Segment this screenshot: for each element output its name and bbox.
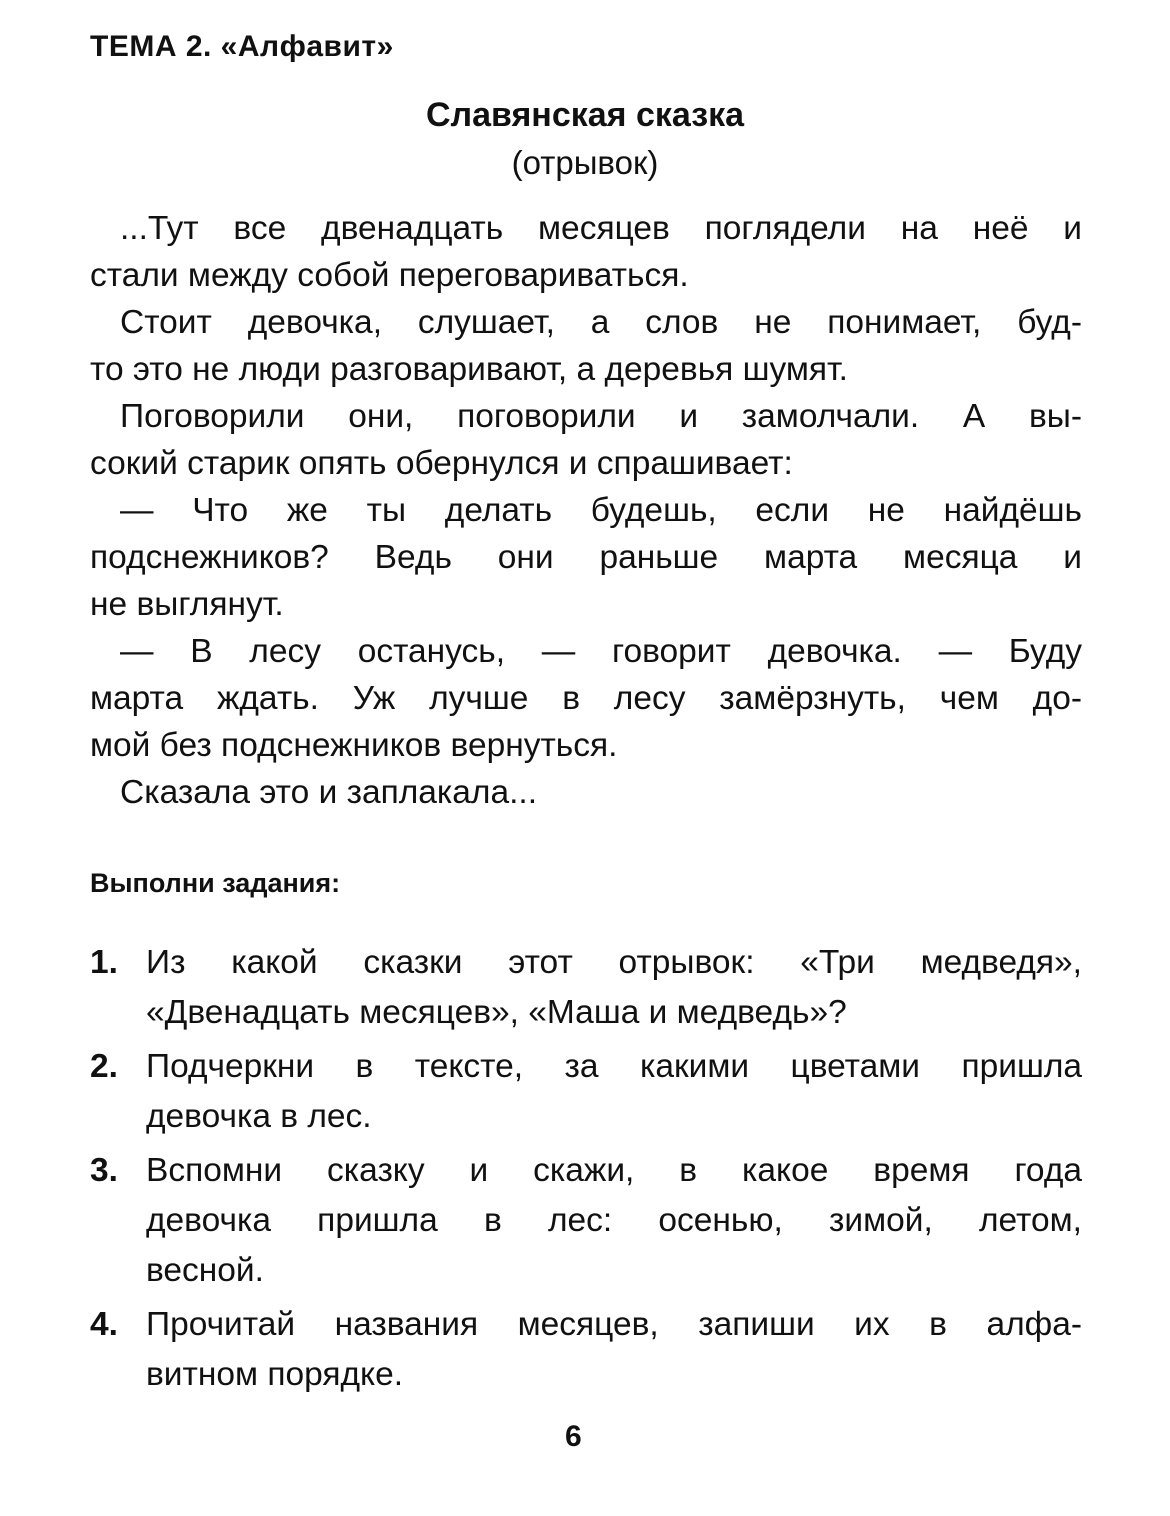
story-line: марта ждать. Уж лучше в лесу замёрзнуть, чем до-: [90, 680, 1082, 717]
task-line: Вспомни сказку и скажи, в какое время года: [146, 1152, 1082, 1189]
task-item: [90, 1042, 1082, 1142]
story-line: — В лесу останусь, — говорит девочка. — Буду: [120, 633, 1082, 670]
story-line: сокий старик опять обернулся и спрашивает:: [90, 445, 793, 482]
story-paragraph: [90, 628, 1082, 769]
story-subtitle: (отрывок): [511, 144, 659, 181]
task-number: 4.: [90, 1306, 118, 1343]
task-line: Подчеркни в тексте, за какими цветами пришла: [146, 1048, 1082, 1085]
task-line: «Двенадцать месяцев», «Маша и медведь»?: [146, 994, 847, 1031]
story-line: ...Тут все двенадцать месяцев поглядели на неё и: [120, 210, 1082, 247]
task-line: Из какой сказки этот отрывок: «Три медведя»,: [146, 944, 1082, 981]
story-line: мой без подснежников вернуться.: [90, 727, 618, 764]
story-line: подснежников? Ведь они раньше марта месяца и: [90, 539, 1082, 576]
story-line: Сказала это и заплакала...: [120, 774, 538, 811]
story-paragraph: [90, 487, 1082, 628]
story-line: Стоит девочка, слушает, а слов не понимает, буд-: [120, 304, 1082, 341]
story-paragraph: [90, 205, 1082, 299]
story-line: то это не люди разговаривают, а деревья шумят.: [90, 351, 848, 388]
task-item: [90, 938, 1082, 1038]
task-line: девочка пришла в лес: осенью, зимой, летом,: [146, 1202, 1082, 1239]
task-line: витном порядке.: [146, 1356, 404, 1393]
task-line: девочка в лес.: [146, 1098, 372, 1135]
task-line: весной.: [146, 1252, 264, 1289]
story-title: Славянская сказка: [425, 96, 745, 134]
task-number: 2.: [90, 1048, 118, 1085]
task-item: [90, 1146, 1082, 1296]
tasks-heading: Выполни задания:: [90, 868, 341, 898]
task-text: [146, 938, 1082, 1038]
story-line: Поговорили они, поговорили и замолчали. А вы-: [120, 398, 1082, 435]
story-paragraph: [90, 393, 1082, 487]
story-text: [90, 205, 1082, 816]
story-line: стали между собой переговариваться.: [90, 257, 689, 294]
story-line: — Что же ты делать будешь, если не найдёшь: [120, 492, 1082, 529]
story-paragraph: [90, 769, 1082, 816]
task-number: 3.: [90, 1152, 118, 1189]
task-text: [146, 1300, 1082, 1400]
page-number: 6: [565, 1420, 582, 1453]
story-line: не выглянут.: [90, 586, 284, 623]
story-paragraph: [90, 299, 1082, 393]
task-line: Прочитай названия месяцев, запиши их в алфа-: [146, 1306, 1082, 1343]
task-text: [146, 1042, 1082, 1142]
task-number: 1.: [90, 944, 118, 981]
task-list: [90, 938, 1082, 1404]
topic-heading: ТЕМА 2. «Алфавит»: [90, 30, 394, 63]
task-item: [90, 1300, 1082, 1400]
task-text: [146, 1146, 1082, 1296]
